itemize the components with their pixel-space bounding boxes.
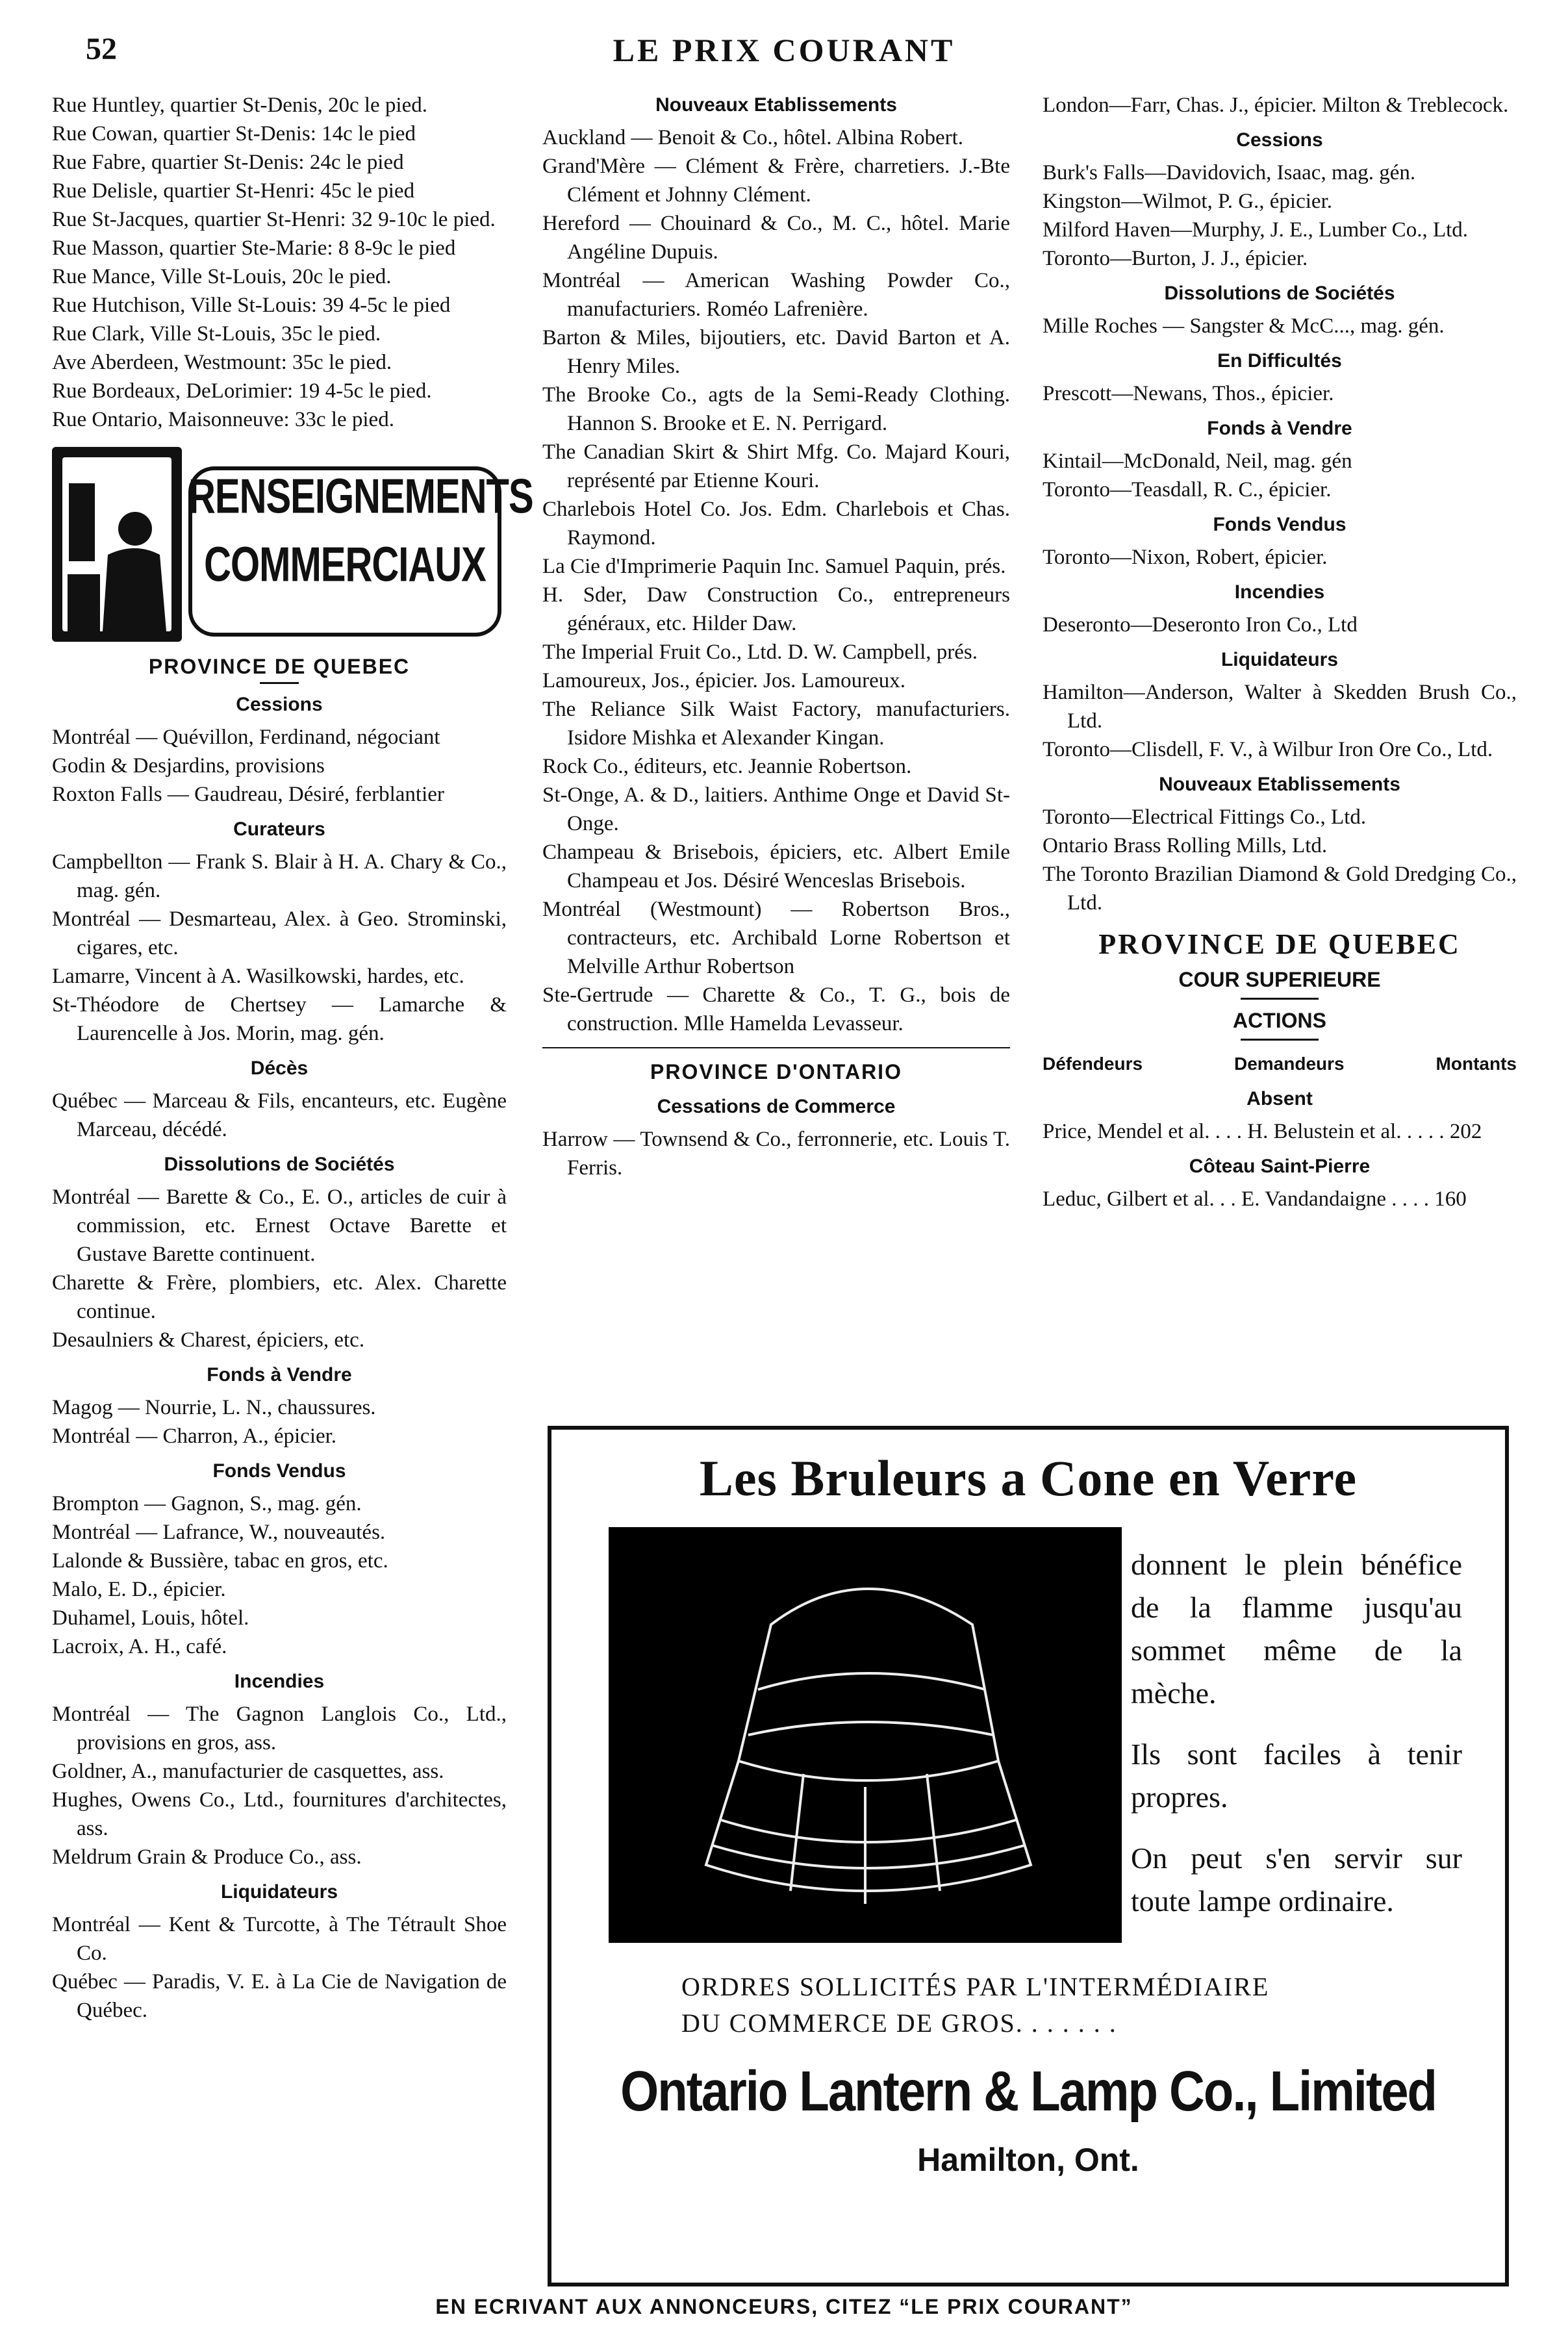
list-item: Montréal — Desmarteau, Alex. à Geo. Strominski, cigares, etc. <box>52 907 507 959</box>
list-item: Godin & Desjardins, provisions <box>52 754 325 778</box>
list-item: Desaulniers & Charest, épiciers, etc. <box>52 1328 365 1352</box>
list-item: Rue Cowan, quartier St-Denis: 14c le pied <box>52 122 416 146</box>
section-heading: Liquidateurs <box>220 1881 338 1903</box>
list-item: Rue Ontario, Maisonneuve: 33c le pied. <box>52 408 394 431</box>
list-item: Ontario Brass Rolling Mills, Ltd. <box>1043 834 1328 857</box>
list-item: The Brooke Co., agts de la Semi-Ready Clothing. Hannon S. Brooke et E. N. Perrigard. <box>542 383 1010 435</box>
divider <box>542 1047 1010 1048</box>
list-item: Harrow — Townsend & Co., ferronnerie, etc. Louis T. Ferris. <box>542 1128 1010 1180</box>
ad-copy <box>1131 1543 1462 1941</box>
list-item: Prescott—Newans, Thos., épicier. <box>1043 382 1334 405</box>
list-item: Lamarre, Vincent à A. Wasilkowski, hardes, etc. <box>52 965 464 988</box>
section-heading: Fonds Vendus <box>1213 514 1347 535</box>
journal-title: LE PRIX COURANT <box>613 32 955 68</box>
list-item: Rue Delisle, quartier St-Henri: 45c le pied <box>52 179 415 203</box>
list-item: Lalonde & Bussière, tabac en gros, etc. <box>52 1549 388 1573</box>
table-row: Leduc, Gilbert et al. . . E. Vandandaigne . . . . 160 <box>1043 1187 1467 1211</box>
list-item: Toronto—Teasdall, R. C., épicier. <box>1043 478 1332 501</box>
ad-paragraph: Ils sont faciles à tenir propres. <box>1131 1738 1462 1814</box>
list-item: Ste-Gertrude — Charette & Co., T. G., bois de construction. Mlle Hamelda Levasseur. <box>542 983 1010 1035</box>
column-middle <box>542 91 1010 1182</box>
page-header <box>0 18 1568 77</box>
list-item: Burk's Falls—Davidovich, Isaac, mag. gén. <box>1043 161 1416 184</box>
list-item: Rock Co., éditeurs, etc. Jeannie Robertson. <box>542 755 912 778</box>
list-item: Roxton Falls — Gaudreau, Désiré, ferblantier <box>52 783 444 806</box>
section-heading: Fonds à Vendre <box>207 1364 352 1386</box>
ad-paragraph: On peut s'en servir sur toute lampe ordinaire. <box>1131 1842 1462 1918</box>
list-item: Goldner, A., manufacturier de casquettes, ass. <box>52 1760 444 1783</box>
section-heading: Cessions <box>1236 129 1323 151</box>
actions-heading: ACTIONS <box>1233 1009 1326 1032</box>
list-item: Montréal — Barette & Co., E. O., articles de cuir à commission, etc. Ernest Octave Barette et Gustave Barette continuent. <box>52 1185 507 1266</box>
section-heading: Cessions <box>236 694 323 715</box>
list-item: Hereford — Chouinard & Co., M. C., hôtel. Marie Angéline Dupuis. <box>542 212 1010 264</box>
list-item: Kingston—Wilmot, P. G., épicier. <box>1043 190 1332 213</box>
section-heading: Côteau Saint-Pierre <box>1189 1156 1371 1177</box>
list-item: Campbellton — Frank S. Blair à H. A. Chary & Co., mag. gén. <box>52 850 507 902</box>
section-heading: Liquidateurs <box>1220 649 1338 670</box>
list-item: Milford Haven—Murphy, J. E., Lumber Co., Ltd. <box>1043 218 1469 242</box>
section-heading: Curateurs <box>233 818 325 840</box>
glass-cone-burner-icon <box>609 1527 1122 1943</box>
list-item: Montréal — Charron, A., épicier. <box>52 1425 337 1448</box>
figures-illustration-icon <box>62 457 171 631</box>
list-item: Kintail—McDonald, Neil, mag. gén <box>1043 450 1352 473</box>
list-item: Mille Roches — Sangster & McC..., mag. gén. <box>1043 314 1445 338</box>
list-item: The Imperial Fruit Co., Ltd. D. W. Campbell, prés. <box>542 640 978 664</box>
table-header <box>1043 1050 1517 1078</box>
list-item: Toronto—Electrical Fittings Co., Ltd. <box>1043 805 1367 829</box>
province-heading: PROVINCE D'ONTARIO <box>650 1060 902 1083</box>
column-right <box>1043 91 1517 1213</box>
list-item: Rue Clark, Ville St-Louis, 35c le pied. <box>52 322 381 346</box>
table-row: Price, Mendel et al. . . . H. Belustein et al. . . . . 202 <box>1043 1120 1482 1143</box>
section-heading: Dissolutions de Sociétés <box>1164 283 1395 304</box>
list-item: Grand'Mère — Clément & Frère, charretiers. J.-Bte Clément et Johnny Clément. <box>542 155 1010 207</box>
province-heading: PROVINCE DE QUEBEC <box>148 655 411 678</box>
list-item: Meldrum Grain & Produce Co., ass. <box>52 1845 362 1869</box>
section-heading: Fonds Vendus <box>212 1460 346 1482</box>
lamp-advertisement <box>548 1426 1509 2286</box>
list-item: Ave Aberdeen, Westmount: 35c le pied. <box>52 351 392 374</box>
column-header-demandeurs: Demandeurs <box>1233 1054 1345 1074</box>
section-heading: Cessations de Commerce <box>657 1096 896 1117</box>
section-heading: Incendies <box>234 1671 325 1692</box>
list-item: Barton & Miles, bijoutiers, etc. David Barton et A. Henry Miles. <box>542 326 1010 378</box>
list-item: Rue Bordeaux, DeLorimier: 19 4-5c le pied. <box>52 379 432 403</box>
list-item: The Canadian Skirt & Shirt Mfg. Co. Majard Kouri, représenté par Etienne Kouri. <box>542 440 1010 492</box>
list-item: Champeau & Brisebois, épiciers, etc. Albert Emile Champeau et Jos. Désiré Wenceslas Brisebois. <box>542 841 1010 893</box>
list-item: Québec — Marceau & Fils, encanteurs, etc. Eugène Marceau, décédé. <box>52 1089 507 1141</box>
logo-line-1: RENSEIGNEMENTS <box>188 469 533 524</box>
section-heading: Incendies <box>1234 581 1325 603</box>
ad-company-name: Ontario Lantern & Lamp Co., Limited <box>620 2059 1436 2123</box>
list-item: Brompton — Gagnon, S., mag. gén. <box>52 1492 362 1515</box>
list-item: Hughes, Owens Co., Ltd., fournitures d'architectes, ass. <box>52 1788 507 1840</box>
ad-city: Hamilton, Ont. <box>917 2142 1139 2178</box>
list-item: Montréal — The Gagnon Langlois Co., Ltd., provisions en gros, ass. <box>52 1703 507 1754</box>
province-heading: PROVINCE DE QUEBEC <box>1098 928 1461 960</box>
logo-line-2: COMMERCIAUX <box>204 537 486 592</box>
list-item: Lamoureux, Jos., épicier. Jos. Lamoureux. <box>542 669 906 692</box>
list-item: Auckland — Benoit & Co., hôtel. Albina Robert. <box>542 126 964 149</box>
list-item: Charette & Frère, plombiers, etc. Alex. Charette continue. <box>52 1271 507 1323</box>
list-item: Québec — Paradis, V. E. à La Cie de Navigation de Québec. <box>52 1970 507 2022</box>
list-item: Montréal (Westmount) — Robertson Bros., contracteurs, etc. Archibald Lorne Robertson et Melville Arthur Robertson <box>542 898 1010 978</box>
list-item: Montréal — Quévillon, Ferdinand, négociant <box>52 726 440 749</box>
list-item: Rue Mance, Ville St-Louis, 20c le pied. <box>52 265 392 288</box>
section-heading: Nouveaux Etablissements <box>1159 774 1400 795</box>
logo-picture-frame <box>52 447 182 642</box>
renseignements-logo <box>52 447 533 642</box>
list-item: Rue Masson, quartier Ste-Marie: 8 8-9c le pied <box>52 236 456 260</box>
section-heading: Nouveaux Etablissements <box>655 94 897 116</box>
list-item: London—Farr, Chas. J., épicier. Milton & Treblecock. <box>1043 94 1509 117</box>
list-item: Rue Huntley, quartier St-Denis, 20c le pied. <box>52 94 427 117</box>
burner-illustration <box>609 1527 1122 1943</box>
street-prices-list <box>52 91 507 434</box>
list-item: Montréal — Lafrance, W., nouveautés. <box>52 1521 386 1544</box>
list-item: Montréal — American Washing Powder Co., manufacturiers. Roméo Lafrenière. <box>542 269 1010 321</box>
list-item: Toronto—Nixon, Robert, épicier. <box>1043 546 1328 569</box>
list-item: The Toronto Brazilian Diamond & Gold Dredging Co., Ltd. <box>1043 863 1517 915</box>
list-item: Duhamel, Louis, hôtel. <box>52 1606 249 1630</box>
list-item: Rue Hutchison, Ville St-Louis: 39 4-5c le pied <box>52 294 451 317</box>
section-heading: Dissolutions de Sociétés <box>164 1154 395 1175</box>
page-footer: EN ECRIVANT AUX ANNONCEURS, CITEZ “LE PRIX COURANT” <box>435 2295 1133 2318</box>
list-item: Toronto—Clisdell, F. V., à Wilbur Iron Ore Co., Ltd. <box>1043 738 1493 761</box>
court-heading: COUR SUPERIEURE <box>1178 968 1381 991</box>
list-item: Montréal — Kent & Turcotte, à The Tétrault Shoe Co. <box>52 1913 507 1965</box>
list-item: La Cie d'Imprimerie Paquin Inc. Samuel Paquin, prés. <box>542 555 1006 578</box>
section-heading: Décès <box>250 1057 309 1079</box>
list-item: The Reliance Silk Waist Factory, manufacturiers. Isidore Mishka et Alexander Kingan. <box>542 698 1010 750</box>
list-item: Hamilton—Anderson, Walter à Skedden Brush Co., Ltd. <box>1043 681 1517 733</box>
column-header-montants: Montants <box>1435 1054 1517 1074</box>
list-item: Rue Fabre, quartier St-Denis: 24c le pied <box>52 151 404 174</box>
section-heading: Absent <box>1246 1088 1313 1109</box>
list-item: St-Théodore de Chertsey — Lamarche & Laurencelle à Jos. Morin, mag. gén. <box>52 993 507 1045</box>
list-item: Deseronto—Deseronto Iron Co., Ltd <box>1043 613 1358 637</box>
section-heading: Fonds à Vendre <box>1207 418 1352 439</box>
column-header-defendeurs: Défendeurs <box>1043 1054 1143 1074</box>
list-item: St-Onge, A. & D., laitiers. Anthime Onge et David St-Onge. <box>542 783 1010 835</box>
page-number: 52 <box>86 32 117 66</box>
column-left <box>52 91 533 2025</box>
list-item: Rue St-Jacques, quartier St-Henri: 32 9-10c le pied. <box>52 208 496 231</box>
ad-paragraph: donnent le plein bénéfice de la flamme jusqu'au sommet même de la mèche. <box>1131 1548 1462 1710</box>
section-heading: En Difficultés <box>1217 350 1342 372</box>
ad-orders-note: ORDRES SOLLICITÉS PAR L'INTERMÉDIAIRE DU COMMERCE DE GROS. . . . . . . <box>681 1972 1270 2038</box>
list-item: Magog — Nourrie, L. N., chaussures. <box>52 1396 376 1419</box>
list-item: H. Sder, Daw Construction Co., entrepreneurs généraux, etc. Hilder Daw. <box>542 583 1010 635</box>
list-item: Lacroix, A. H., café. <box>52 1635 227 1658</box>
list-item: Charlebois Hotel Co. Jos. Edm. Charlebois et Chas. Raymond. <box>542 498 1010 550</box>
list-item: Malo, E. D., épicier. <box>52 1578 226 1601</box>
list-item: Toronto—Burton, J. J., épicier. <box>1043 247 1308 270</box>
ad-title: Les Bruleurs a Cone en Verre <box>699 1450 1358 1506</box>
